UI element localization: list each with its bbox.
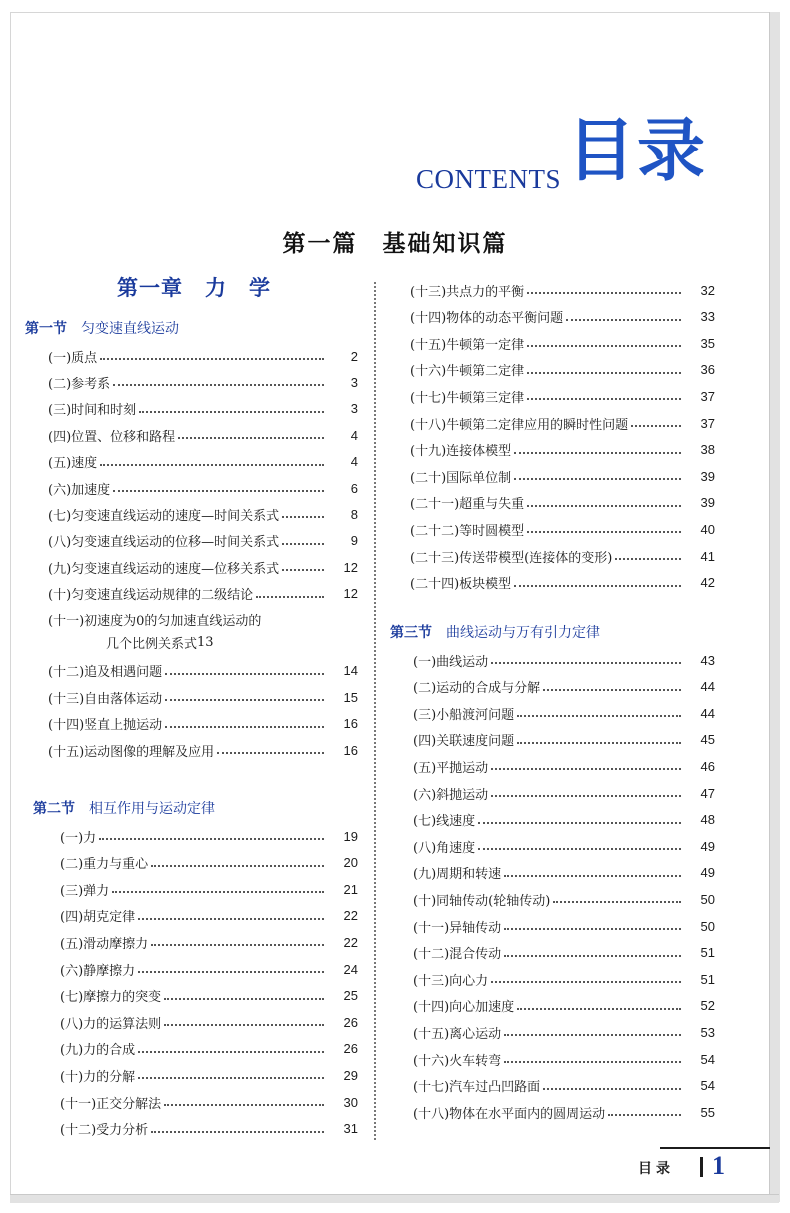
toc-entry-title: (十八)牛顿第二定律应用的瞬时性问题 [410, 417, 629, 433]
toc-entry-page: 49 [700, 838, 715, 854]
toc-entry-title: (七)线速度 [413, 814, 476, 830]
toc-entry[interactable] [413, 703, 715, 723]
toc-entry-title: (十三)共点力的平衡 [410, 284, 525, 300]
toc-entry-title: (四)关联速度问题 [413, 734, 515, 750]
dot-leader [517, 742, 681, 744]
dot-leader [631, 425, 681, 427]
toc-entry-page: 37 [700, 388, 715, 404]
toc-entry-title: (十二)追及相遇问题 [48, 665, 163, 681]
toc-entry-page: 48 [700, 812, 715, 828]
toc-entry[interactable] [413, 650, 715, 670]
toc-entry-title: (八)力的运算法则 [60, 1016, 162, 1032]
dot-leader [527, 398, 681, 400]
toc-entry[interactable] [60, 932, 358, 952]
toc-entry-title: (十六)火车转弯 [413, 1053, 502, 1069]
chapter-title: 第一章 力 学 [117, 276, 271, 300]
toc-entry-page: 35 [700, 335, 715, 351]
dot-leader [282, 543, 324, 545]
dot-leader [99, 838, 324, 840]
toc-entry-page: 8 [350, 506, 358, 522]
dot-leader [113, 490, 324, 492]
toc-entry-title: (九)周期和转速 [413, 867, 502, 883]
toc-entry[interactable] [413, 836, 715, 856]
toc-entry[interactable] [413, 996, 715, 1016]
part-title: 第一篇 基础知识篇 [282, 231, 508, 257]
toc-entry-title: (十)匀变速直线运动规律的二级结论 [48, 588, 254, 604]
toc-entry-page: 21 [343, 881, 358, 897]
dot-leader [112, 891, 324, 893]
toc-entry-title: (十七)汽车过凸凹路面 [413, 1080, 541, 1096]
toc-entry[interactable] [410, 280, 715, 300]
toc-entry-page: 12 [343, 586, 358, 602]
toc-entry-title: (十七)牛顿第三定律 [410, 390, 525, 406]
dot-leader [491, 768, 681, 770]
dot-leader [165, 673, 324, 675]
toc-entry-title: (十五)离心运动 [413, 1026, 502, 1042]
toc-entry-page: 9 [350, 533, 358, 549]
toc-entry-title: (十四)向心加速度 [413, 1000, 515, 1016]
footer-separator [700, 1157, 703, 1177]
toc-entry-page: 54 [700, 1078, 715, 1094]
toc-entry-title: (八)匀变速直线运动的位移—时间关系式 [48, 535, 280, 551]
toc-entry-page: 55 [700, 1104, 715, 1120]
toc-entry-page: 16 [343, 742, 358, 758]
dot-leader [504, 1034, 681, 1036]
dot-leader [491, 795, 681, 797]
toc-entry[interactable] [48, 531, 358, 551]
toc-entry[interactable] [410, 307, 715, 327]
dot-leader [517, 1008, 681, 1010]
section-title-1 [25, 318, 179, 338]
toc-entry-page: 32 [700, 282, 715, 298]
toc-entry[interactable] [48, 687, 358, 707]
toc-list-section-3 [413, 650, 715, 1130]
toc-entry-page: 22 [343, 934, 358, 950]
dot-leader [543, 689, 681, 691]
toc-entry-page: 33 [700, 309, 715, 325]
dot-leader [504, 928, 681, 930]
dot-leader [478, 848, 681, 850]
footer-rule [660, 1147, 770, 1149]
toc-entry[interactable] [60, 959, 358, 979]
toc-entry[interactable] [48, 661, 358, 681]
toc-entry-title: (九)力的合成 [60, 1043, 136, 1059]
toc-entry[interactable] [410, 493, 715, 513]
dot-leader [527, 505, 681, 507]
toc-entry-page: 54 [700, 1051, 715, 1067]
dot-leader [514, 585, 681, 587]
toc-entry-page: 46 [700, 758, 715, 774]
dot-leader [138, 1077, 324, 1079]
toc-entry[interactable] [410, 386, 715, 406]
toc-entry[interactable] [48, 504, 358, 524]
toc-entry-page: 47 [700, 785, 715, 801]
toc-entry-title: (十一)正交分解法 [60, 1096, 162, 1112]
toc-list-section-2 [60, 826, 358, 1146]
toc-entry[interactable] [48, 452, 358, 472]
toc-entry[interactable] [60, 853, 358, 873]
toc-entry[interactable] [60, 826, 358, 846]
toc-entry-title: (十)同轴传动(轮轴传动) [413, 893, 551, 909]
toc-entry-title: (十四)物体的动态平衡问题 [410, 311, 564, 327]
toc-entry[interactable] [413, 756, 715, 776]
toc-entry[interactable] [413, 677, 715, 697]
toc-entry-page: 50 [700, 891, 715, 907]
dot-leader [504, 955, 681, 957]
contents-header [0, 108, 790, 198]
dot-leader [217, 752, 324, 754]
toc-entry-title: (三)时间和时刻 [48, 403, 137, 419]
toc-entry-title: (五)平抛运动 [413, 760, 489, 776]
page-edge-bottom [10, 1194, 779, 1203]
toc-entry[interactable] [410, 413, 715, 433]
toc-entry-title: (十六)牛顿第二定律 [410, 364, 525, 380]
toc-entry[interactable] [48, 346, 358, 366]
toc-entry-page: 38 [700, 442, 715, 458]
dot-leader [282, 516, 324, 518]
toc-entry[interactable] [413, 1049, 715, 1069]
toc-entry-page: 51 [700, 945, 715, 961]
toc-entry-page: 39 [700, 468, 715, 484]
dot-leader [517, 715, 681, 717]
toc-entry-page: 44 [700, 705, 715, 721]
toc-entry-page: 29 [343, 1067, 358, 1083]
dot-leader [256, 596, 324, 598]
toc-entry-title: (四)位置、位移和路程 [48, 429, 176, 445]
toc-entry-title: (二十一)超重与失重 [410, 497, 525, 513]
dot-leader [491, 662, 681, 664]
toc-entry-page: 39 [700, 495, 715, 511]
dot-leader [478, 822, 681, 824]
dot-leader [553, 901, 681, 903]
toc-entry[interactable] [410, 440, 715, 460]
toc-entry-title: (八)角速度 [413, 840, 476, 856]
toc-entry-title: (九)匀变速直线运动的速度—位移关系式 [48, 561, 280, 577]
toc-entry-page: 14 [343, 663, 358, 679]
toc-list-section-1 [48, 346, 358, 776]
toc-entry[interactable] [413, 783, 715, 803]
dot-leader [527, 372, 681, 374]
toc-entry-title: (十四)竖直上抛运动 [48, 718, 163, 734]
section-number: 第一节 [25, 321, 67, 337]
toc-entry-title: (二)重力与重心 [60, 857, 149, 873]
toc-entry-page: 40 [700, 521, 715, 537]
toc-entry-page: 13 [197, 634, 214, 650]
toc-entry[interactable] [413, 969, 715, 989]
dot-leader [527, 345, 681, 347]
dot-leader [165, 726, 324, 728]
toc-entry[interactable] [60, 986, 358, 1006]
dot-leader [566, 319, 681, 321]
toc-entry[interactable] [410, 546, 715, 566]
toc-entry[interactable] [60, 1092, 358, 1112]
dot-leader [164, 1104, 324, 1106]
toc-entry[interactable] [413, 1076, 715, 1096]
toc-entry-title: (二十三)传送带模型(连接体的变形) [410, 550, 613, 566]
toc-entry[interactable] [60, 1119, 358, 1139]
toc-entry[interactable] [413, 863, 715, 883]
toc-entry-page: 19 [343, 828, 358, 844]
toc-entry[interactable] [410, 333, 715, 353]
toc-entry-title: (二十二)等时圆模型 [410, 523, 525, 539]
toc-entry[interactable] [48, 557, 358, 577]
toc-entry[interactable] [413, 1102, 715, 1122]
toc-entry[interactable] [410, 519, 715, 539]
toc-entry[interactable] [48, 740, 358, 760]
toc-entry-title: (二十)国际单位制 [410, 470, 512, 486]
toc-entry[interactable] [60, 1065, 358, 1085]
toc-entry-page: 26 [343, 1014, 358, 1030]
toc-entry-title: (一)质点 [48, 350, 98, 366]
dot-leader [164, 998, 324, 1000]
dot-leader [139, 411, 324, 413]
toc-entry-title: (十三)向心力 [413, 973, 489, 989]
contents-english-title: CONTENTS [416, 164, 561, 194]
dot-leader [138, 1051, 324, 1053]
toc-entry[interactable] [60, 906, 358, 926]
toc-entry-title: (一)力 [60, 830, 97, 846]
column-divider [374, 282, 376, 1140]
toc-entry[interactable] [413, 1022, 715, 1042]
section-number: 第三节 [390, 625, 432, 641]
toc-entry[interactable] [413, 730, 715, 750]
dot-leader [100, 464, 324, 466]
toc-entry[interactable] [48, 399, 358, 419]
toc-entry-page: 12 [343, 559, 358, 575]
toc-entry-page: 6 [350, 480, 358, 496]
toc-entry[interactable] [48, 478, 358, 498]
toc-entry-title: (七)匀变速直线运动的速度—时间关系式 [48, 508, 280, 524]
toc-entry-title: (十九)连接体模型 [410, 444, 512, 460]
toc-entry-title: (一)曲线运动 [413, 654, 489, 670]
dot-leader [164, 1024, 324, 1026]
toc-entry-title: (十二)混合传动 [413, 947, 502, 963]
toc-entry-title: (二十四)板块模型 [410, 577, 512, 593]
toc-entry-page: 31 [343, 1121, 358, 1137]
toc-entry[interactable] [413, 916, 715, 936]
toc-entry[interactable] [410, 573, 715, 593]
toc-entry-title: (十二)受力分析 [60, 1123, 149, 1139]
toc-entry-title: (十五)牛顿第一定律 [410, 337, 525, 353]
section-title-3 [390, 622, 600, 642]
toc-entry-page: 41 [700, 548, 715, 564]
dot-leader [504, 875, 681, 877]
toc-entry-title: (二)参考系 [48, 376, 111, 392]
dot-leader [100, 358, 324, 360]
toc-entry-title: (六)加速度 [48, 482, 111, 498]
toc-entry-page: 26 [343, 1041, 358, 1057]
toc-entry-title: (六)静摩擦力 [60, 963, 136, 979]
toc-list-section-2-continued [410, 280, 715, 600]
toc-entry-title: (三)弹力 [60, 883, 110, 899]
toc-entry-title: (十)力的分解 [60, 1069, 136, 1085]
toc-entry[interactable] [48, 714, 358, 734]
dot-leader [491, 981, 681, 983]
toc-entry-title: (十一)初速度为0的匀加速直线运动的 [48, 614, 262, 629]
toc-entry[interactable] [48, 584, 358, 604]
section-number: 第二节 [33, 801, 75, 817]
toc-entry-page: 22 [343, 908, 358, 924]
toc-entry-page: 2 [350, 348, 358, 364]
dot-leader [543, 1088, 681, 1090]
dot-leader [514, 452, 681, 454]
toc-entry-page: 3 [350, 374, 358, 390]
section-name: 相互作用与运动定律 [89, 801, 215, 817]
toc-entry-page: 49 [700, 865, 715, 881]
toc-entry-title: (六)斜抛运动 [413, 787, 489, 803]
toc-entry-title: (十八)物体在水平面内的圆周运动 [413, 1106, 606, 1122]
toc-entry-title-continued: 几个比例关系式 [106, 636, 198, 652]
section-title-2 [33, 798, 215, 818]
toc-entry-title: (七)摩擦力的突变 [60, 990, 162, 1006]
toc-entry-title: (十三)自由落体运动 [48, 691, 163, 707]
dot-leader [615, 558, 681, 560]
toc-entry-page: 44 [700, 679, 715, 695]
dot-leader [151, 944, 324, 946]
dot-leader [113, 384, 324, 386]
toc-entry-page: 36 [700, 362, 715, 378]
section-name: 匀变速直线运动 [81, 321, 179, 337]
toc-entry-page: 53 [700, 1024, 715, 1040]
dot-leader [178, 437, 324, 439]
dot-leader [608, 1114, 681, 1116]
section-name: 曲线运动与万有引力定律 [446, 625, 600, 641]
toc-entry-page: 4 [350, 427, 358, 443]
toc-entry-title: (五)速度 [48, 456, 98, 472]
dot-leader [527, 531, 681, 533]
dot-leader [165, 699, 324, 701]
toc-entry-title: (五)滑动摩擦力 [60, 936, 149, 952]
toc-entry-page: 25 [343, 988, 358, 1004]
toc-entry-page: 3 [350, 401, 358, 417]
toc-entry-page: 4 [350, 454, 358, 470]
toc-entry[interactable] [410, 466, 715, 486]
toc-entry-title: (十五)运动图像的理解及应用 [48, 744, 215, 760]
toc-entry[interactable] [413, 889, 715, 909]
toc-entry-title: (二)运动的合成与分解 [413, 681, 541, 697]
toc-entry-page: 37 [700, 415, 715, 431]
toc-entry-title: (十一)异轴传动 [413, 920, 502, 936]
dot-leader [514, 478, 681, 480]
toc-entry[interactable] [48, 425, 358, 445]
toc-entry-page: 20 [343, 855, 358, 871]
toc-entry[interactable] [48, 610, 358, 652]
toc-entry[interactable] [60, 1012, 358, 1032]
toc-entry[interactable] [413, 943, 715, 963]
toc-entry[interactable] [60, 1039, 358, 1059]
toc-entry[interactable] [410, 360, 715, 380]
dot-leader [282, 569, 324, 571]
dot-leader [504, 1061, 681, 1063]
dot-leader [151, 1131, 324, 1133]
page-number: 1 [712, 1151, 725, 1180]
toc-entry[interactable] [413, 810, 715, 830]
toc-entry-page: 51 [700, 971, 715, 987]
toc-entry-page: 52 [700, 998, 715, 1014]
footer-label: 目录 [638, 1161, 674, 1177]
dot-leader [151, 865, 324, 867]
toc-entry-page: 50 [700, 918, 715, 934]
dot-leader [527, 292, 681, 294]
toc-entry-page: 30 [343, 1094, 358, 1110]
toc-entry-title: (四)胡克定律 [60, 910, 136, 926]
toc-entry-page: 16 [343, 716, 358, 732]
dot-leader [138, 918, 324, 920]
toc-entry-page: 45 [700, 732, 715, 748]
toc-entry-page: 42 [700, 575, 715, 591]
toc-entry[interactable] [48, 372, 358, 392]
contents-chinese-title: 目录 [567, 112, 708, 191]
toc-entry[interactable] [60, 879, 358, 899]
toc-entry-page: 24 [343, 961, 358, 977]
toc-entry-title: (三)小船渡河问题 [413, 707, 515, 723]
dot-leader [138, 971, 324, 973]
toc-entry-page: 15 [343, 689, 358, 705]
toc-entry-page: 43 [700, 652, 715, 668]
